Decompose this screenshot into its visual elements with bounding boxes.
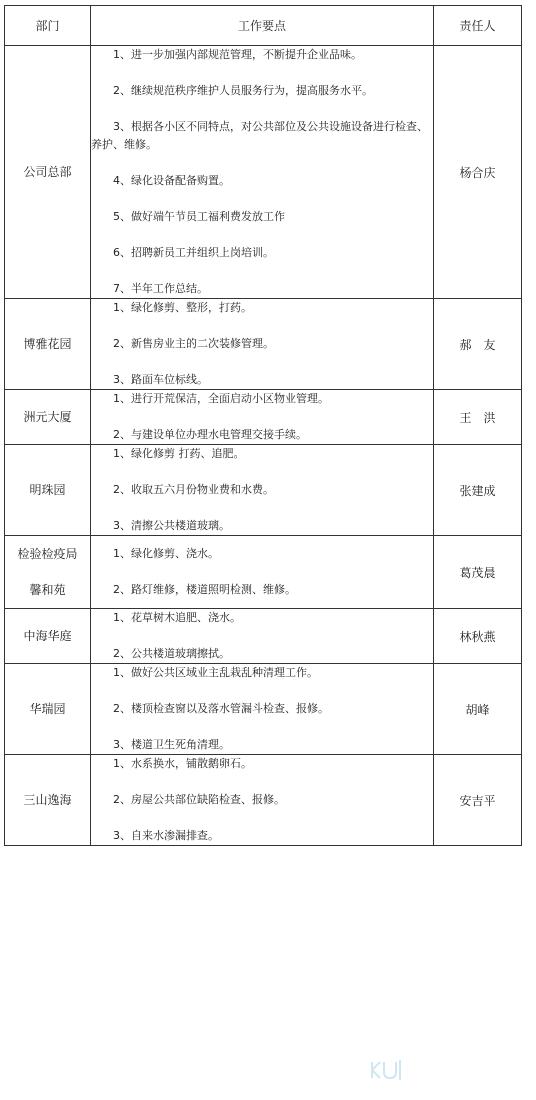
table-header-row: [5, 6, 522, 46]
task-item: 1、进一步加强内部规范管理，不断提升企业品味。: [113, 48, 362, 61]
table-row: [5, 664, 522, 755]
task-item: 3、清擦公共楼道玻璃。: [113, 519, 230, 532]
department-name: 博雅花园: [23, 337, 72, 351]
tasks-cell: [91, 299, 434, 390]
department-cell: [5, 445, 91, 536]
task-item: 2、新售房业主的二次装修管理。: [113, 337, 274, 350]
table-row: [5, 609, 522, 664]
owner-cell: 胡峰: [434, 664, 522, 755]
task-item: 1、做好公共区域业主乱栽乱种清理工作。: [113, 666, 318, 679]
department-name: 公司总部: [23, 165, 72, 179]
task-item: 3、自来水渗漏排查。: [113, 829, 219, 842]
task-item: 1、进行开荒保洁，全面启动小区物业管理。: [113, 392, 329, 405]
table-row: [5, 299, 522, 390]
work-plan-table: [4, 5, 522, 846]
table-row: [5, 755, 522, 846]
department-cell: [5, 299, 91, 390]
task-item: 2、与建设单位办理水电管理交接手续。: [113, 428, 307, 441]
tasks-cell: [91, 664, 434, 755]
task-item: 2、继续规范秩序维护人员服务行为，提高服务水平。: [113, 84, 373, 97]
department-name: 华瑞园: [29, 702, 66, 716]
table-row: [5, 390, 522, 445]
tasks-cell: [91, 609, 434, 664]
watermark-logo: [368, 1058, 406, 1082]
department-cell: [5, 755, 91, 846]
task-item: 5、做好端午节员工福利费发放工作: [113, 210, 285, 223]
table-row: [5, 536, 522, 609]
task-item: 7、半年工作总结。: [113, 282, 208, 295]
tasks-cell: [91, 390, 434, 445]
table-body: [5, 6, 522, 846]
task-item: 2、公共楼道玻璃擦拭。: [113, 647, 230, 660]
task-item: 2、楼顶检查窗以及落水管漏斗检查、报修。: [113, 702, 329, 715]
task-item: 1、绿化修剪 打药、追肥。: [113, 447, 245, 460]
task-item: 6、招聘新员工并组织上岗培训。: [113, 246, 274, 259]
owner-cell: 葛茂晨: [434, 536, 522, 609]
owner-cell: 郝 友: [434, 299, 522, 390]
header-tasks: 工作要点: [91, 6, 434, 46]
tasks-cell: [91, 755, 434, 846]
department-cell: [5, 46, 91, 299]
owner-cell: 张建成: [434, 445, 522, 536]
tasks-cell: [91, 46, 434, 299]
department-name: 馨和苑: [29, 583, 66, 597]
task-item: 2、收取五六月份物业费和水费。: [113, 483, 274, 496]
owner-cell: 林秋燕: [434, 609, 522, 664]
department-cell: [5, 390, 91, 445]
department-name: 三山逸海: [23, 793, 72, 807]
task-item: 1、绿化修剪、整形，打药。: [113, 301, 252, 314]
owner-cell: 杨合庆: [434, 46, 522, 299]
task-item: 4、绿化设备配备购置。: [113, 174, 230, 187]
task-item: 2、房屋公共部位缺陷检查、报修。: [113, 793, 285, 806]
department-name: 中海华庭: [23, 629, 72, 643]
department-name: 检验检疫局: [17, 547, 78, 561]
department-name: 洲元大厦: [23, 410, 72, 424]
department-cell: [5, 536, 91, 609]
header-owner: 责任人: [434, 6, 522, 46]
task-item: 2、路灯维修，楼道照明检测、维修。: [113, 583, 296, 596]
owner-cell: 安吉平: [434, 755, 522, 846]
task-item: 1、水系换水，铺散鹅卵石。: [113, 757, 252, 770]
task-item: 3、路面车位标线。: [113, 373, 208, 386]
header-department: 部门: [5, 6, 91, 46]
tasks-cell: [91, 536, 434, 609]
department-name: 明珠园: [29, 483, 66, 497]
task-item: 3、根据各小区不同特点，对公共部位及公共设施设备进行检查、养护、维修。: [91, 120, 428, 151]
task-item: 1、花草树木追肥、浇水。: [113, 611, 241, 624]
table-row: [5, 445, 522, 536]
task-item: 3、楼道卫生死角清理。: [113, 738, 230, 751]
table-row: [5, 46, 522, 299]
department-cell: [5, 609, 91, 664]
owner-cell: 王 洪: [434, 390, 522, 445]
tasks-cell: [91, 445, 434, 536]
department-cell: [5, 664, 91, 755]
task-item: 1、绿化修剪、浇水。: [113, 547, 219, 560]
